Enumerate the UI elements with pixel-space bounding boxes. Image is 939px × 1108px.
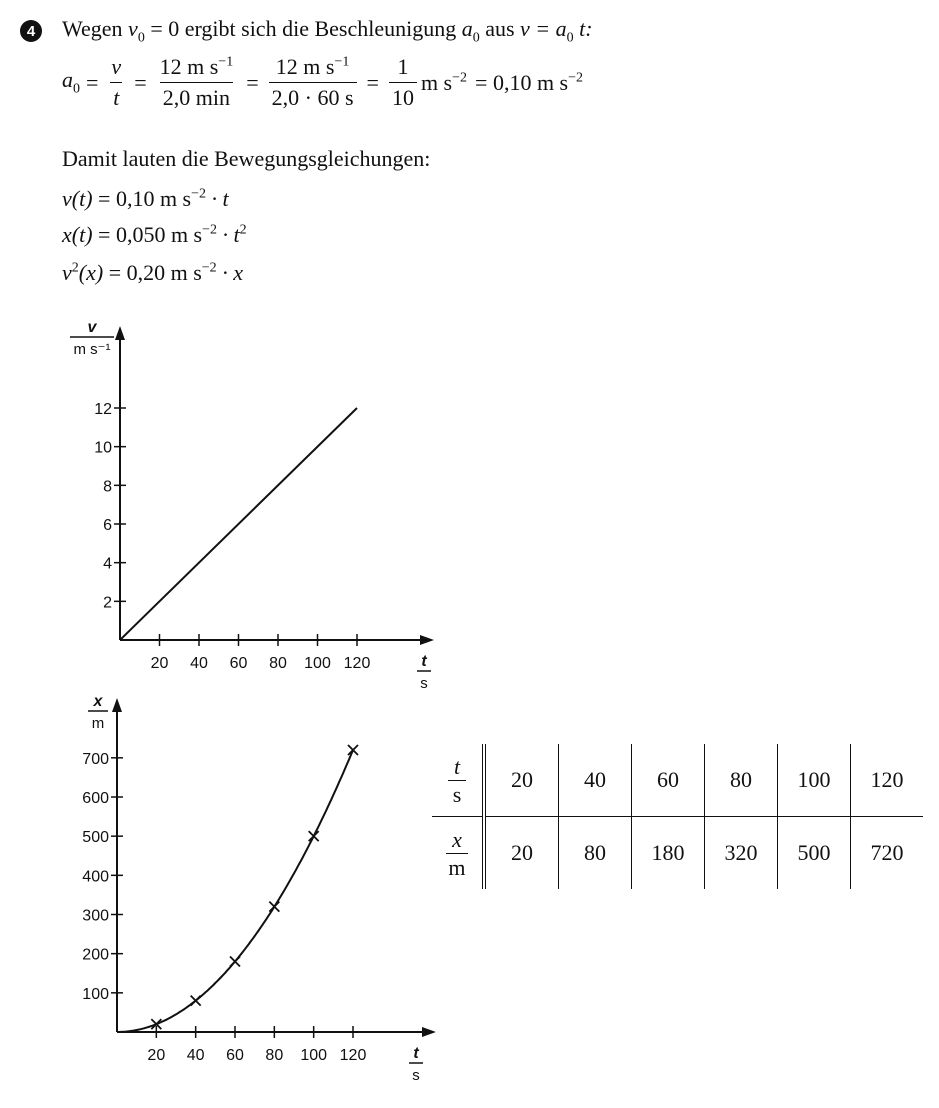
x-axis-label-numerator: t <box>421 653 427 670</box>
x-axis-label-numerator: t <box>413 1045 419 1062</box>
x-tick-label: 120 <box>343 655 371 672</box>
table-cell: 180 <box>632 817 705 890</box>
fraction-1-over-10: $\frac{1}{10}$ <box>389 54 417 111</box>
y-tick-label: 10 <box>94 439 112 457</box>
data-point-marker <box>309 831 319 841</box>
y-axis-label-denominator: m <box>91 715 105 732</box>
y-tick-label: 700 <box>82 750 109 768</box>
equation-velocity-squared: $v^2(x) = 0,20$ m $s^{-2} \cdot x$ <box>62 260 243 285</box>
data-point-marker <box>230 957 240 967</box>
y-axis-label-numerator: x <box>93 693 103 710</box>
y-tick-label: 100 <box>82 985 109 1003</box>
table-cell: 720 <box>851 817 924 890</box>
y-tick-label: 300 <box>82 907 109 925</box>
x-tick-label: 20 <box>150 655 169 672</box>
y-tick-label: 500 <box>82 829 109 847</box>
table-row-time <box>432 744 923 817</box>
y-tick-label: 6 <box>103 517 112 534</box>
table-cell: 320 <box>705 817 778 890</box>
x-tick-label: 40 <box>190 655 208 672</box>
table-cell: 80 <box>559 817 632 890</box>
data-point-marker <box>348 745 358 755</box>
table-cell: 80 <box>705 744 778 817</box>
y-tick-label: 400 <box>82 868 109 886</box>
y-axis-arrow <box>112 698 122 712</box>
table-header-position: $\frac{x}{m}$ <box>432 817 484 890</box>
x-tick-label: 100 <box>300 1047 328 1064</box>
table-cell: 20 <box>484 744 559 817</box>
table-cell: 500 <box>778 817 851 890</box>
x-axis-arrow <box>420 635 434 645</box>
position-curve <box>117 750 353 1032</box>
y-tick-label: 4 <box>103 555 112 573</box>
table-cell: 20 <box>484 817 559 890</box>
x-axis-label-denominator: s <box>412 1067 420 1084</box>
x-axis-arrow <box>422 1027 436 1037</box>
equations-heading: Damit lauten die Bewegungsgleichungen: <box>62 146 431 171</box>
table-cell: 60 <box>632 744 705 817</box>
x-tick-label: 40 <box>186 1047 205 1064</box>
x-tick-label: 80 <box>269 655 287 672</box>
intro-line: Wegen $v_0 = 0$ ergibt sich die Beschleunigung $a_0$ aus $v = a_0$ t: <box>62 16 593 46</box>
x-tick-label: 60 <box>226 1047 244 1064</box>
table-row-position <box>432 817 923 890</box>
y-tick-label: 200 <box>82 946 109 964</box>
x-tick-label: 120 <box>339 1047 367 1064</box>
y-tick-label: 600 <box>82 790 109 807</box>
acceleration-formula: $a_0$ = $\frac{v}{t}$ = $\frac{12 m s^{-1}}{2,0 \min}$ = $\frac{12 m s^{-1}}{2,0 \cdot 60 s}$ = $\frac{1}{10}$ m $s^{-2}$ = 0,10 m $s^{-2}$ <box>62 54 584 110</box>
y-tick-label: 8 <box>103 478 112 496</box>
x-tick-label: 80 <box>265 1047 284 1064</box>
x-tick-label: 100 <box>304 655 331 672</box>
y-tick-label: 2 <box>103 594 112 612</box>
velocity-time-chart <box>0 310 470 690</box>
y-axis-arrow <box>115 326 125 340</box>
x-tick-label: 20 <box>147 1047 166 1064</box>
y-tick-label: 12 <box>94 401 112 418</box>
velocity-line <box>120 408 357 640</box>
step-number-badge <box>20 20 42 42</box>
x-tick-label: 60 <box>229 655 248 672</box>
equation-position: x(t) = 0,050 m $s^{-2} \cdot t^2$ <box>62 222 247 247</box>
equation-velocity: v(t) = 0,10 m $s^{-2} \cdot t$ <box>62 186 229 211</box>
data-point-marker <box>269 902 279 912</box>
x-axis-label-denominator: s <box>420 675 428 690</box>
table-cell: 100 <box>778 744 851 817</box>
y-axis-label-denominator: m s⁻¹ <box>73 341 111 358</box>
value-table <box>432 744 923 889</box>
table-cell: 120 <box>851 744 924 817</box>
table-cell: 40 <box>559 744 632 817</box>
step-number: 4 <box>26 22 36 40</box>
fraction-12-over-120s: $\frac{12 m s^{-1}}{2,0 \cdot 60 s}$ <box>269 54 357 111</box>
data-point-marker <box>191 996 201 1006</box>
table-header-time: $\frac{t}{s}$ <box>432 744 484 817</box>
fraction-v-over-t: $\frac{v}{t}$ <box>111 54 122 110</box>
position-time-chart <box>0 690 450 1090</box>
y-axis-label-numerator: v <box>87 319 97 336</box>
fraction-12-over-2min: $\frac{12 m s^{-1}}{2,0 \min}$ <box>159 54 234 110</box>
